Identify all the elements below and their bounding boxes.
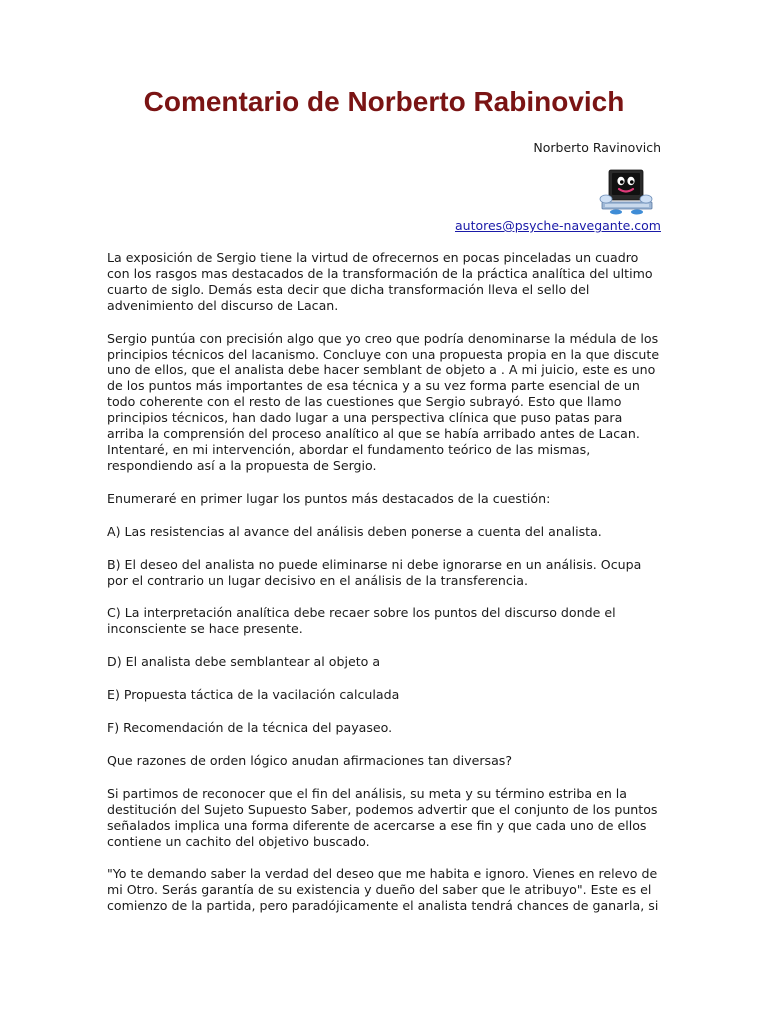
list-item: B) El deseo del analista no puede eliminarse ni debe ignorarse en un análisis. Ocupa por el contrario un lugar decisivo en el análisis de la transferencia.	[107, 556, 642, 588]
paragraph: Que razones de orden lógico anudan afirmaciones tan diversas?	[107, 752, 513, 768]
paragraph: "Yo te demando saber la verdad del deseo que me habita e ignoro. Vienes en relevo de mi Otro. Serás garantía de su existencia y dueño del saber que le atribuyo". Este es el comienzo de la partida, pero paradójicamente el analista tendrá chances de ganarla, si	[107, 866, 659, 914]
paragraph: Si partimos de reconocer que el fin del análisis, su meta y su término estriba en la destitución del Sujeto Supuesto Saber, podemos advertir que el conjunto de los puntos señalados implica una forma diferente de acercarse a ese fin y que cada uno de ellos contiene un cachito del objetivo buscado.	[107, 785, 658, 849]
computer-character-icon	[596, 166, 656, 216]
paragraph: Enumeraré en primer lugar los puntos más destacados de la cuestión:	[107, 490, 551, 506]
page-title: Comentario de Norberto Rabinovich	[143, 86, 625, 117]
list-item: C) La interpretación analítica debe recaer sobre los puntos del discurso donde el inconsciente se hace presente.	[107, 605, 616, 637]
paragraph: Sergio puntúa con precisión algo que yo creo que podría denominarse la médula de los principios técnicos del lacanismo. Concluye con una propuesta propia en la que discute uno de ellos, que el analista debe hacer semblant de objeto a . A mi juicio, este es uno de los puntos más importantes de esa técnica y a su vez forma parte esencial de un todo coherente con el resto de las cuestiones que Sergio subrayó. Esto que llamo principios técnicos, han dado lugar a una perspectiva clínica que puso patas para arriba la comprensión del proceso analítico al que se había arribado antes de Lacan. Intentaré, en mi intervención, abordar el fundamento teórico de las mismas, respondiendo así a la propuesta de Sergio.	[107, 330, 660, 473]
list-item: E) Propuesta táctica de la vacilación calculada	[107, 687, 400, 703]
paragraph: La exposición de Sergio tiene la virtud de ofrecernos en pocas pinceladas un cuadro con los rasgos mas destacados de la transformación de la práctica analítica del ultimo cuarto de siglo. Demás esta decir que dicha transformación lleva el sello del advenimiento del discurso de Lacan.	[107, 250, 653, 313]
list-item: F) Recomendación de la técnica del payaseo.	[107, 720, 393, 736]
list-item: A) Las resistencias al avance del análisis deben ponerse a cuenta del analista.	[107, 523, 602, 539]
author-email-link[interactable]: autores@psyche-navegante.com	[455, 218, 661, 233]
author-name: Norberto Ravinovich	[533, 140, 661, 155]
list-item: D) El analista debe semblantear al objeto a	[107, 654, 381, 670]
article-body	[107, 250, 663, 931]
